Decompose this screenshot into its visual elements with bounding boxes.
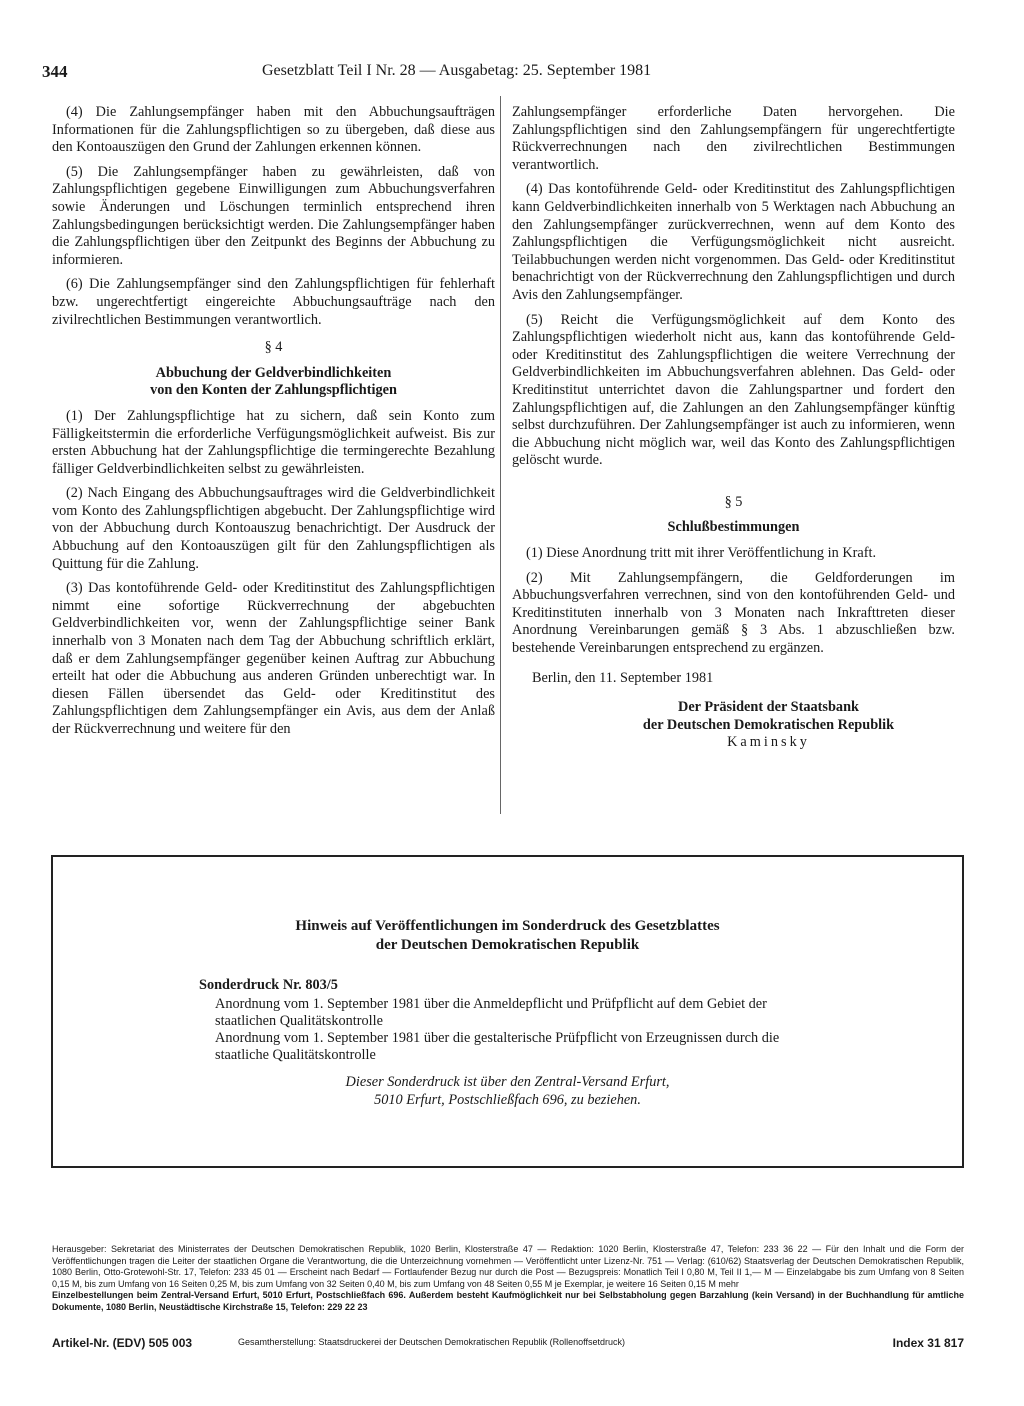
paragraph: (1) Der Zahlungspflichtige hat zu sichern, daß sein Konto zum Fälligkeitstermin die erforderliche Verfügungsmöglichkeit aufweist. Bis zur ersten Abbuchung hat der Zahlungspflichtige die termingerechte Bezahlung fälliger Geldverbindlichkeiten selbst zu gewährleisten. <box>52 407 495 477</box>
notice-title-line: der Deutschen Demokratischen Republik <box>375 937 640 953</box>
article-number: Artikel-Nr. (EDV) 505 003 <box>52 1336 193 1350</box>
printer-info: Gesamtherstellung: Staatsdruckerei der Deutschen Demokratischen Republik (Rollenoffsetdruck) <box>238 1337 626 1347</box>
index-number: Index 31 817 <box>892 1336 964 1350</box>
imprint <box>52 1244 964 1314</box>
paragraph: Zahlungsempfänger erforderliche Daten hervorgehen. Die Zahlungspflichtigen sind den Zahlungsempfängern für ungerechtfertigte Rückverrechnungen nach den zivilrechtlichen Bestimmungen verantwortlich. <box>512 104 955 173</box>
section-title-line: Abbuchung der Geldverbindlichkeiten <box>155 364 392 381</box>
notice-footer <box>53 1073 962 1109</box>
imprint-orders: Einzelbestellungen beim Zentral-Versand Erfurt, 5010 Erfurt, Postschließfach 696. Außerdem besteht Kaufmöglichkeit nur bei Selbstabholung gegen Barzahlung (kein Versand) in der Buchhandlung für amtliche Dokumente, 1080 Berlin, Neustädtische Kirchstraße 15, Telefon: 229 22 23 <box>52 1290 964 1312</box>
notice-item: Anordnung vom 1. September 1981 über die Anmeldepflicht und Prüfpflicht auf dem Gebiet der staatlichen Qualitätskontrolle <box>215 996 767 1029</box>
paragraph: (4) Die Zahlungsempfänger haben mit den Abbuchungsaufträgen Informationen für die Zahlungspflichtigen so zu übergeben, daß diese aus den Kontoauszügen den Grund der Zahlungen erkennen können. <box>52 104 495 156</box>
column-divider <box>500 96 501 814</box>
paragraph: (3) Das kontoführende Geld- oder Kreditinstitut des Zahlungspflichtigen nimmt eine sofortige Rückverrechnung der abgebuchten Geldverbindlichkeiten vor, wenn der Zahlungspflichtige seiner Bank innerhalb von 3 Monaten nach dem Tag der Abbuchung schriftlich erklärt, daß er dem Zahlungsempfänger gegenüber keinen Auftrag zur Abbuchung erteilt hat oder die Abbuchung aus anderen Gründen unberechtigt war. In diesen Fällen übersendet das Geld- oder Kreditinstitut des Zahlungspflichtigen dem Zahlungsempfänger ein Avis, aus dem der Anlaß der Rückverrechnung und weitere für den <box>52 580 495 737</box>
notice-footer-line: Dieser Sonderdruck ist über den Zentral-Versand Erfurt, <box>345 1074 670 1090</box>
notice-title <box>53 917 962 955</box>
section-number: § 5 <box>724 493 743 510</box>
footer-line <box>52 1336 964 1352</box>
paragraph: (5) Reicht die Verfügungsmöglichkeit auf dem Konto des Zahlungspflichtigen wiederholt nicht aus, kann das kontoführende Geld- oder Kreditinstitut des Zahlungspflichtigen die weitere Verrechnung der Geldverbindlichkeiten im Abbuchungsverfahren ablehnen. Das Geld- oder Kreditinstitut unterrichtet davon die Zahlungspartner und fordert den Zahlungspflichtigen auf, die Zahlungen an den Zahlungsempfänger künftig selbst durchzuführen. Der Zahlungsempfänger ist auch zu informieren, wenn die Abbuchung nicht möglich war, weil das Konto des Zahlungspflichtigen gelöscht wurde. <box>512 311 955 469</box>
section-number: § 4 <box>264 339 283 356</box>
section-title: Schlußbestimmungen <box>667 519 800 536</box>
paragraph: (2) Mit Zahlungsempfängern, die Geldforderungen im Abbuchungsverfahren verrechnen, sind von den kontoführenden Geld- und Kreditinstituten innerhalb von 3 Monaten nach Inkrafttreten dieser Anordnung Vereinbarungen gemäß § 3 Abs. 1 abzuschließen bzw. bestehende Vereinbarungen entsprechend zu ergänzen. <box>512 569 955 657</box>
notice-label: Sonderdruck Nr. 803/5 <box>199 977 338 993</box>
section-title <box>52 365 495 400</box>
imprint-publisher: Herausgeber: Sekretariat des Ministerrates der Deutschen Demokratischen Republik, 1020 Berlin, Klosterstraße 47 — Redaktion: 1020 Berlin, Klosterstraße 47, Telefon: 233 36 22 — Für den Inhalt und die Form der Veröffentlichungen tragen die Leiter der staatlichen Organe die Verantwortung, die die Unterzeichnung vornehmen — Veröffentlicht unter Lizenz-Nr. 751 — Verlag: (610/62) Staatsverlag der Deutschen Demokratischen Republik, 1080 Berlin, Otto-Grotewohl-Str. 17, Telefon: 233 45 01 — Erscheint nach Bedarf — Fortlaufender Bezug nur durch die Post — Bezugspreis: Monatlich Teil I 0,80 M, Teil II 1,— M — Einzelabgabe bis zum Umfang von 8 Seiten 0,15 M, bis zum Umfang von 16 Seiten 0,25 M, bis zum Umfang von 32 Seiten 0,40 M, bis zum Umfang von 48 Seiten 0,55 M je Exemplar, je weitere 16 Seiten 0,15 M mehr <box>52 1244 964 1289</box>
notice-item: Anordnung vom 1. September 1981 über die gestalterische Prüfpflicht von Erzeugnissen durch die staatliche Qualitätskontrolle <box>215 1030 780 1063</box>
paragraph: (6) Die Zahlungsempfänger sind den Zahlungspflichtigen für fehlerhaft bzw. ungerechtfertigt eingereichte Abbuchungsaufträge nach den zivilrechtlichen Bestimmungen verantwortlich. <box>52 276 495 328</box>
notice-body <box>199 977 809 1064</box>
signatory-title: Der Präsident der Staatsbank <box>678 699 859 716</box>
signatory-name: Kaminsky <box>727 734 810 751</box>
right-column <box>512 104 955 752</box>
signatory-title: der Deutschen Demokratischen Republik <box>642 716 895 733</box>
paragraph: (4) Das kontoführende Geld- oder Kreditinstitut des Zahlungspflichtigen kann Geldverbindlichkeiten innerhalb von 5 Werktagen nach Abbuchung an den Zahlungsempfänger zurückverrechnen, wenn auf dem Konto des Zahlungspflichtigen die Verfügungsmöglichkeit nicht ausreicht. Teilabbuchungen werden nicht vorgenommen. Das Geld- oder Kreditinstitut benachrichtigt von der Rückverrechnung den Zahlungspflichtigen und durch Avis den Zahlungsempfänger. <box>512 181 955 303</box>
paragraph: (1) Diese Anordnung tritt mit ihrer Veröffentlichung in Kraft. <box>526 545 877 562</box>
notice-footer-line: 5010 Erfurt, Postschließfach 696, zu beziehen. <box>374 1092 641 1108</box>
page-header <box>42 62 772 86</box>
notice-box <box>51 855 964 1168</box>
running-head: Gesetzblatt Teil I Nr. 28 — Ausgabetag: 25. September 1981 <box>262 62 652 79</box>
paragraph: (2) Nach Eingang des Abbuchungsauftrages wird die Geldverbindlichkeit vom Konto des Zahlungspflichtigen abgebucht. Der Zahlungspflichtige wird von der Abbuchung durch Kontoauszug benachrichtigt. Der Ausdruck der Abbuchung auf den Kontoauszügen gilt für den Zahlungspflichtigen als Quittung für die Zahlung. <box>52 485 495 572</box>
page-number: 344 <box>42 62 68 81</box>
paragraph: (5) Die Zahlungsempfänger haben zu gewährleisten, daß von Zahlungspflichtigen gegebene Einwilligungen zum Abbuchungsverfahren sowie Änderungen und Löschungen terminlich entsprechend ihren Zahlungsbedingungen berücksichtigt werden. Die Zahlungsempfänger haben die Zahlungspflichtigen über den Zeitpunkt des Beginns der Abbuchung zu informieren. <box>52 163 495 268</box>
notice-title-line: Hinweis auf Veröffentlichungen im Sonderdruck des Gesetzblattes <box>295 918 720 934</box>
left-column <box>52 104 495 746</box>
dateline: Berlin, den 11. September 1981 <box>532 669 714 686</box>
section-title-line: von den Konten der Zahlungspflichtigen <box>150 382 397 399</box>
